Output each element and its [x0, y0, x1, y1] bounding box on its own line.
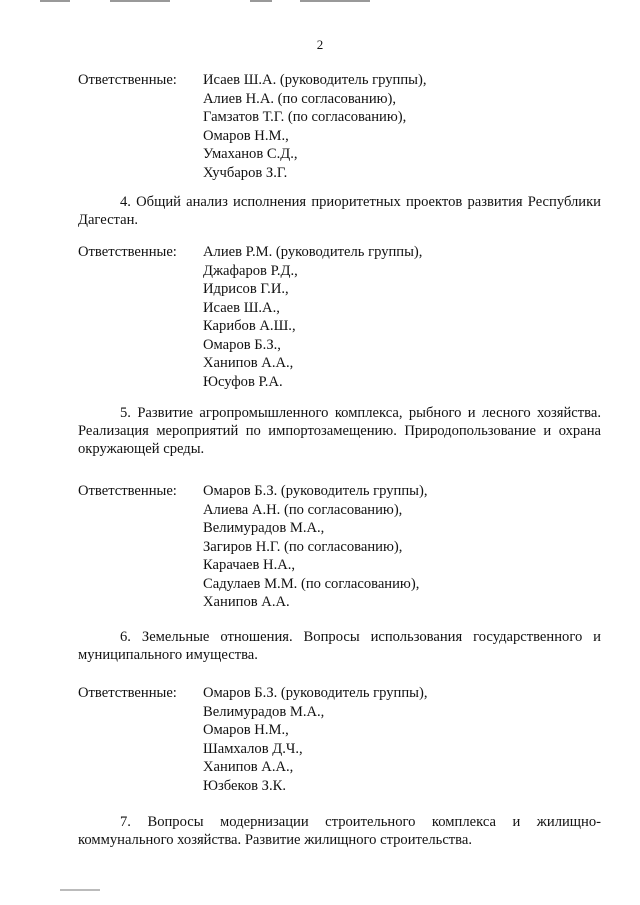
name-item: Алиева А.Н. (по согласованию),: [203, 501, 403, 518]
section-heading-text: 7. Вопросы модернизации строительного комплекса и жилищно-коммунального хозяйства. Развитие жилищного строительства.: [78, 814, 601, 848]
name-item: Карибов А.Ш.,: [203, 318, 296, 334]
name-item: Омаров Б.З. (руководитель группы),: [203, 685, 428, 701]
name-item: Омаров Н.М.,: [203, 127, 289, 144]
section-heading: [78, 628, 601, 664]
names-list: [203, 684, 428, 795]
page-number: 2: [316, 37, 324, 52]
name-item: Велимурадов М.А.,: [203, 520, 325, 536]
name-item: Хучбаров З.Г.: [203, 164, 288, 181]
name-item: Велимурадов М.А.,: [203, 703, 325, 720]
names-list: [203, 243, 422, 391]
name-item: Шамхалов Д.Ч.,: [203, 740, 303, 757]
section-heading-text: 4. Общий анализ исполнения приоритетных проектов развития Республики Дагестан.: [78, 194, 601, 228]
responsible-label: Ответственные:: [78, 483, 177, 499]
section-heading: [78, 813, 601, 849]
name-item: Омаров Б.З.,: [203, 336, 281, 353]
responsible-label: Ответственные:: [78, 244, 177, 260]
name-item: Карачаев Н.А.,: [203, 557, 296, 573]
section-heading: [78, 404, 601, 458]
name-item: Алиев Р.М. (руководитель группы),: [203, 244, 423, 260]
name-item: Ханипов А.А.,: [203, 355, 294, 371]
names-list: [203, 482, 428, 612]
name-item: Идрисов Г.И.,: [203, 281, 289, 297]
name-item: Гамзатов Т.Г. (по согласованию),: [203, 109, 407, 125]
name-item: Загиров Н.Г. (по согласованию),: [203, 538, 403, 555]
section-heading: [78, 193, 601, 229]
section-heading-text: 6. Земельные отношения. Вопросы использования государственного и муниципального имущества.: [78, 629, 601, 663]
names-list: [203, 71, 426, 182]
name-item: Юсуфов Р.А.: [203, 373, 283, 390]
name-item: Джафаров Р.Д.,: [203, 262, 298, 279]
name-item: Ханипов А.А.: [203, 594, 290, 610]
name-item: Садулаев М.М. (по согласованию),: [203, 575, 420, 592]
name-item: Исаев Ш.А.,: [203, 299, 280, 316]
name-item: Омаров Н.М.,: [203, 722, 289, 738]
name-item: Юзбеков З.К.: [203, 777, 287, 794]
name-item: Исаев Ш.А. (руководитель группы),: [203, 72, 427, 88]
name-item: Омаров Б.З. (руководитель группы),: [203, 483, 428, 499]
scan-edge-marks: [0, 0, 640, 3]
name-item: Ханипов А.А.,: [203, 759, 294, 775]
scan-edge-marks: [0, 889, 640, 891]
responsible-label: Ответственные:: [78, 72, 177, 88]
name-item: Умаханов С.Д.,: [203, 146, 298, 162]
name-item: Алиев Н.А. (по согласованию),: [203, 90, 397, 107]
section-heading-text: 5. Развитие агропромышленного комплекса, рыбного и лесного хозяйства. Реализация мероприятий по импортозамещению. Природопользование и охрана окружающей среды.: [78, 405, 601, 457]
responsible-label: Ответственные:: [78, 685, 177, 701]
